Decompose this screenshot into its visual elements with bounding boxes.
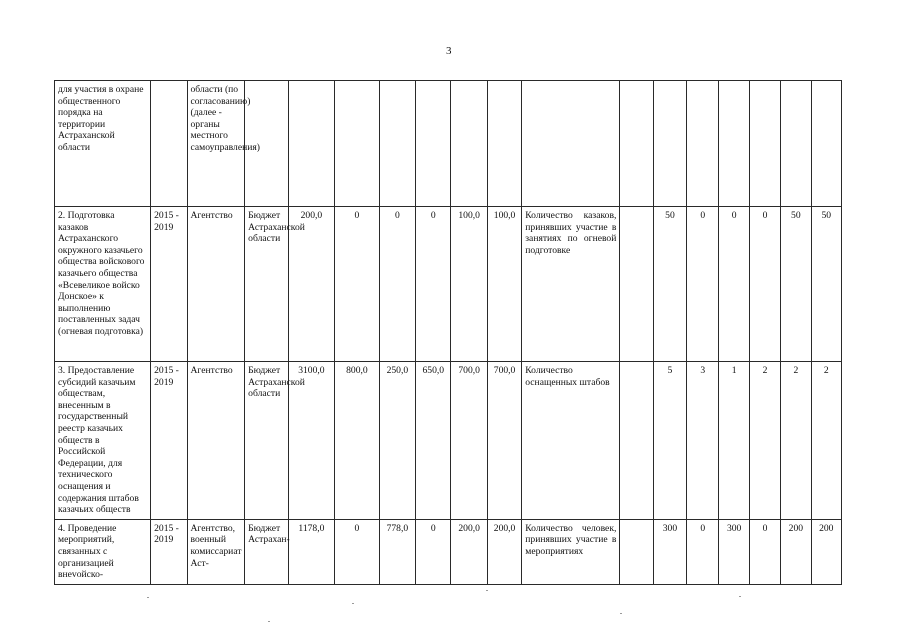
scan-speck xyxy=(147,597,149,598)
measure-cell: 2. Подготовка казаков Астраханского окружного казачьего общества войскового казачьего общества «Всевеликое войско Донское» к выполнению поставленных задач (огневая подготовка) xyxy=(55,207,151,362)
amount-cell: 1178,0 xyxy=(288,519,335,584)
scan-speck xyxy=(486,590,488,591)
table-row xyxy=(55,362,842,520)
indicator-value-cell: 0 xyxy=(749,519,780,584)
amount-cell: 100,0 xyxy=(451,207,487,362)
amount-cell: 200,0 xyxy=(288,207,335,362)
executor-cell: Агентство, военный комиссариат Аст- xyxy=(187,519,245,584)
indicator-cell xyxy=(522,81,620,207)
measure-cell: 3. Предоставление субсидий казачьим обществам, внесенным в государственный реестр казачьих обществ в Российской Федерации, для технического оснащения и содержания штабов казачьих обществ xyxy=(55,362,151,520)
amount-cell: 200,0 xyxy=(451,519,487,584)
page-number: 3 xyxy=(446,45,452,57)
indicator-value-cell: 0 xyxy=(719,207,749,362)
indicator-value-cell: 0 xyxy=(687,207,719,362)
indicator-value-cell: 1 xyxy=(719,362,749,520)
indicator-value-cell: 200 xyxy=(781,519,811,584)
indicator-value-cell xyxy=(811,81,841,207)
indicator-value-cell: 5 xyxy=(653,362,686,520)
amount-cell: 800,0 xyxy=(335,362,380,520)
program-table xyxy=(54,80,842,585)
indicator-value-cell xyxy=(620,81,653,207)
scan-speck xyxy=(739,596,741,597)
indicator-value-cell xyxy=(620,519,653,584)
indicator-cell: Количество оснащенных штабов xyxy=(522,362,620,520)
amount-cell xyxy=(416,81,451,207)
indicator-value-cell xyxy=(653,81,686,207)
amount-cell: 0 xyxy=(335,207,380,362)
indicator-value-cell: 300 xyxy=(653,519,686,584)
amount-cell: 650,0 xyxy=(416,362,451,520)
amount-cell: 0 xyxy=(379,207,415,362)
table-row xyxy=(55,81,842,207)
amount-cell: 700,0 xyxy=(451,362,487,520)
scan-speck xyxy=(620,613,622,614)
amount-cell: 0 xyxy=(416,519,451,584)
indicator-value-cell: 2 xyxy=(811,362,841,520)
indicator-value-cell xyxy=(749,81,780,207)
period-cell: 2015 - 2019 xyxy=(151,362,187,520)
amount-cell: 3100,0 xyxy=(288,362,335,520)
period-cell: 2015 - 2019 xyxy=(151,207,187,362)
table-row xyxy=(55,207,842,362)
indicator-value-cell: 0 xyxy=(749,207,780,362)
amount-cell: 0 xyxy=(335,519,380,584)
source-cell: Бюджет Астраханской области xyxy=(245,362,288,520)
indicator-value-cell: 50 xyxy=(811,207,841,362)
indicator-value-cell xyxy=(687,81,719,207)
source-cell: Бюджет Астраханской области xyxy=(245,207,288,362)
measure-cell: 4. Проведение мероприятий, связанных с организацией внevoйско- xyxy=(55,519,151,584)
amount-cell: 100,0 xyxy=(487,207,521,362)
indicator-value-cell xyxy=(719,81,749,207)
indicator-value-cell: 2 xyxy=(749,362,780,520)
indicator-value-cell: 3 xyxy=(687,362,719,520)
indicator-value-cell: 50 xyxy=(653,207,686,362)
indicator-value-cell: 200 xyxy=(811,519,841,584)
amount-cell: 778,0 xyxy=(379,519,415,584)
amount-cell xyxy=(487,81,521,207)
amount-cell xyxy=(451,81,487,207)
executor-cell: области (по согласованию) (далее - органы местного самоуправления) xyxy=(187,81,245,207)
table-row xyxy=(55,519,842,584)
amount-cell xyxy=(379,81,415,207)
amount-cell: 0 xyxy=(416,207,451,362)
indicator-value-cell xyxy=(781,81,811,207)
scan-speck xyxy=(352,603,354,604)
amount-cell: 250,0 xyxy=(379,362,415,520)
amount-cell xyxy=(288,81,335,207)
executor-cell: Агентство xyxy=(187,207,245,362)
measure-cell: для участия в охране общественного порядка на территории Астраханской области xyxy=(55,81,151,207)
indicator-cell: Количество человек, принявших участие в мероприятиях xyxy=(522,519,620,584)
indicator-value-cell xyxy=(620,362,653,520)
amount-cell: 700,0 xyxy=(487,362,521,520)
indicator-cell: Количество казаков, принявших участие в занятиях по огневой подготовке xyxy=(522,207,620,362)
indicator-value-cell: 300 xyxy=(719,519,749,584)
amount-cell xyxy=(335,81,380,207)
period-cell: 2015 - 2019 xyxy=(151,519,187,584)
indicator-value-cell: 2 xyxy=(781,362,811,520)
source-cell: Бюджет Астрахан- xyxy=(245,519,288,584)
indicator-value-cell xyxy=(620,207,653,362)
indicator-value-cell: 50 xyxy=(781,207,811,362)
executor-cell: Агентство xyxy=(187,362,245,520)
indicator-value-cell: 0 xyxy=(687,519,719,584)
scan-speck xyxy=(268,621,270,622)
period-cell xyxy=(151,81,187,207)
amount-cell: 200,0 xyxy=(487,519,521,584)
